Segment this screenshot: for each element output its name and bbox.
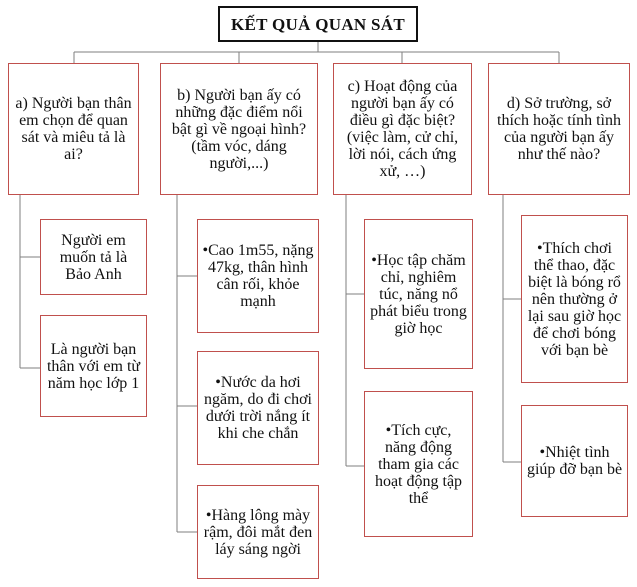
item-b-1: •Cao 1m55, nặng 47kg, thân hình cân rối, khỏe mạnh [197, 219, 319, 333]
item-d-2: •Nhiệt tình giúp đỡ bạn bè [521, 405, 628, 517]
item-a-1: Người em muốn tả là Bảo Anh [40, 219, 147, 295]
header-c: c) Hoạt động của người bạn ấy có điều gì đặc biệt? (việc làm, cử chỉ, lời nói, cách ứng xử, …) [333, 63, 472, 195]
item-a-2: Là người bạn thân với em từ năm học lớp 1 [40, 315, 147, 417]
item-c-2: •Tích cực, năng động tham gia các hoạt động tập thể [364, 391, 473, 537]
item-c-1: •Học tập chăm chỉ, nghiêm túc, năng nổ phát biểu trong giờ học [364, 219, 473, 369]
diagram-title: KẾT QUẢ QUAN SÁT [218, 6, 418, 42]
item-d-1: •Thích chơi thể thao, đặc biệt là bóng rổ nên thường ở lại sau giờ học để chơi bóng với bạn bè [521, 215, 628, 383]
header-a: a) Người bạn thân em chọn để quan sát và miêu tả là ai? [8, 63, 139, 195]
header-b: b) Người bạn ấy có những đặc điểm nổi bật gì về ngoại hình? (tầm vóc, dáng người,...) [160, 63, 318, 195]
item-b-2: •Nước da hơi ngăm, do đi chơi dưới trời nắng ít khi che chắn [197, 351, 319, 465]
header-d: d) Sở trường, sở thích hoặc tính tình của người bạn ấy như thế nào? [488, 63, 630, 195]
item-b-3: •Hàng lông mày rậm, đôi mắt đen láy sáng ngời [197, 485, 319, 579]
